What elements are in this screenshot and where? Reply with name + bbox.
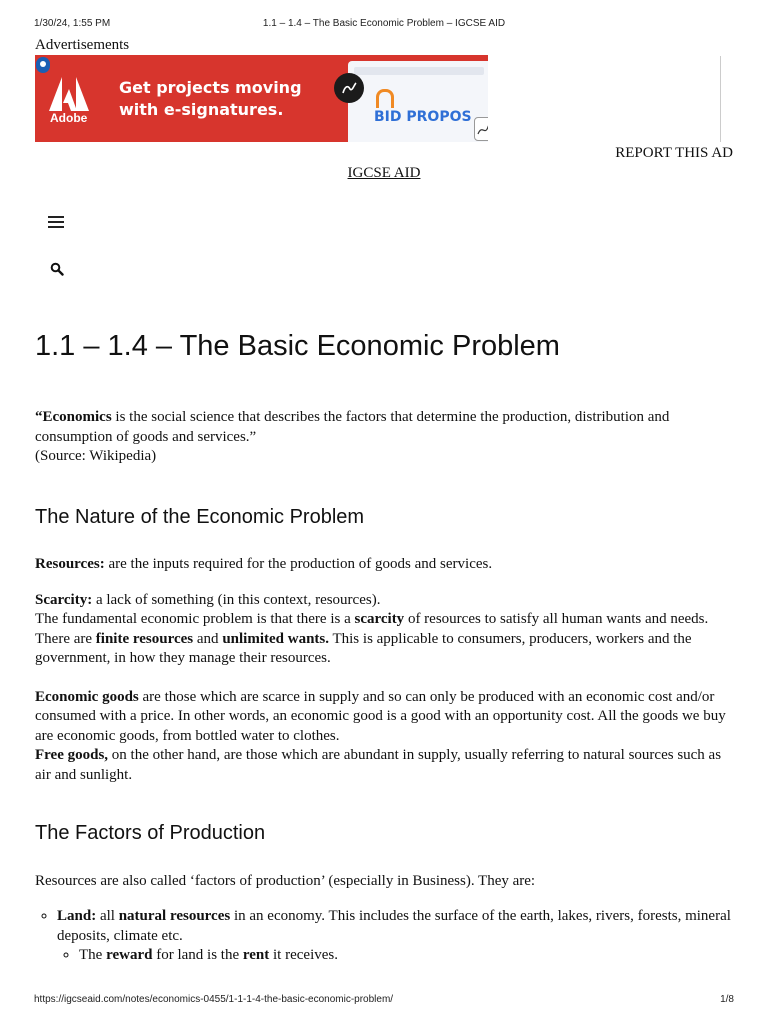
ad-brand-name: Adobe xyxy=(50,111,88,125)
print-footer xyxy=(34,994,734,1008)
ad-document-preview xyxy=(348,61,488,142)
adobe-ad-banner[interactable] xyxy=(35,55,488,142)
article-content xyxy=(35,408,740,966)
economic-goods-definition: Economic goods are those which are scarce in supply and so can only be produced with an economic cost and/or consumed with a price. In other words, an economic good is a good with an opportunity cost. All the goods we buy are economic goods, from bottled water to clothes. xyxy=(35,688,726,744)
ad-doc-logo-icon xyxy=(376,89,394,108)
ad-doc-toolbar xyxy=(354,67,484,75)
ad-headline xyxy=(119,77,319,121)
search-icon[interactable] xyxy=(50,262,64,276)
ad-headline-line2: with e-signatures. xyxy=(119,100,284,119)
print-page-count: 1/8 xyxy=(720,994,734,1005)
term-economics: Economics xyxy=(42,409,112,425)
adobe-logo-icon xyxy=(49,77,89,111)
list-item-land-reward: ◦ The reward for land is the rent it receives. xyxy=(79,946,740,966)
article-title: 1.1 – 1.4 – The Basic Economic Problem xyxy=(35,330,560,362)
factors-intro: Resources are also called ‘factors of production’ (especially in Business). They are: xyxy=(35,872,536,889)
land-sublist xyxy=(57,946,740,966)
e-sign-pen-icon xyxy=(334,73,364,103)
print-page-title: 1.1 – 1.4 – The Basic Economic Problem – IGCSE AID xyxy=(262,18,506,29)
intro-quote: “Economics is the social science that describes the factors that determine the production, distribution and consumption of goods and services.” xyxy=(35,409,670,445)
intro-source: (Source: Wikipedia) xyxy=(35,448,157,464)
scarcity-definition: Scarcity: a lack of something (in this context, resources). xyxy=(35,591,381,608)
factors-list xyxy=(35,907,740,966)
free-goods-definition: Free goods, on the other hand, are those which are abundant in supply, usually referring to natural sources such as air and sunlight. xyxy=(35,747,722,783)
print-datetime: 1/30/24, 1:55 PM xyxy=(34,18,111,29)
ad-divider xyxy=(720,56,721,142)
section-heading-nature: The Nature of the Economic Problem xyxy=(35,505,365,528)
hamburger-menu-icon[interactable] xyxy=(48,215,64,229)
print-url: https://igcseaid.com/notes/economics-0455/1-1-1-4-the-basic-economic-problem/ xyxy=(34,994,394,1005)
advertisements-label: Advertisements xyxy=(35,37,130,53)
print-header xyxy=(34,18,734,32)
section-heading-factors: The Factors of Production xyxy=(35,822,266,844)
signature-box-icon xyxy=(474,117,488,141)
adchoices-shield-icon[interactable] xyxy=(36,57,50,73)
ad-headline-line1: Get projects moving xyxy=(119,78,302,97)
ad-doc-title: BID PROPOS xyxy=(374,109,472,125)
list-item-land: ◦ Land: all natural resources in an economy. This includes the surface of the earth, lakes, rivers, forests, mineral deposits, climate etc. ◦ The reward for land is the rent it receives. xyxy=(57,907,740,966)
economic-problem-paragraph: The fundamental economic problem is that there is a scarcity of resources to satisfy all human wants and needs. There are finite resources and unlimited wants. This is applicable to consumers, producers, workers and the government, in how they manage their resources. xyxy=(35,611,709,666)
resources-definition: Resources: are the inputs required for the production of goods and services. xyxy=(35,556,493,572)
site-title-link[interactable]: IGCSE AID xyxy=(347,165,421,181)
report-ad-link[interactable]: REPORT THIS AD xyxy=(615,145,733,161)
